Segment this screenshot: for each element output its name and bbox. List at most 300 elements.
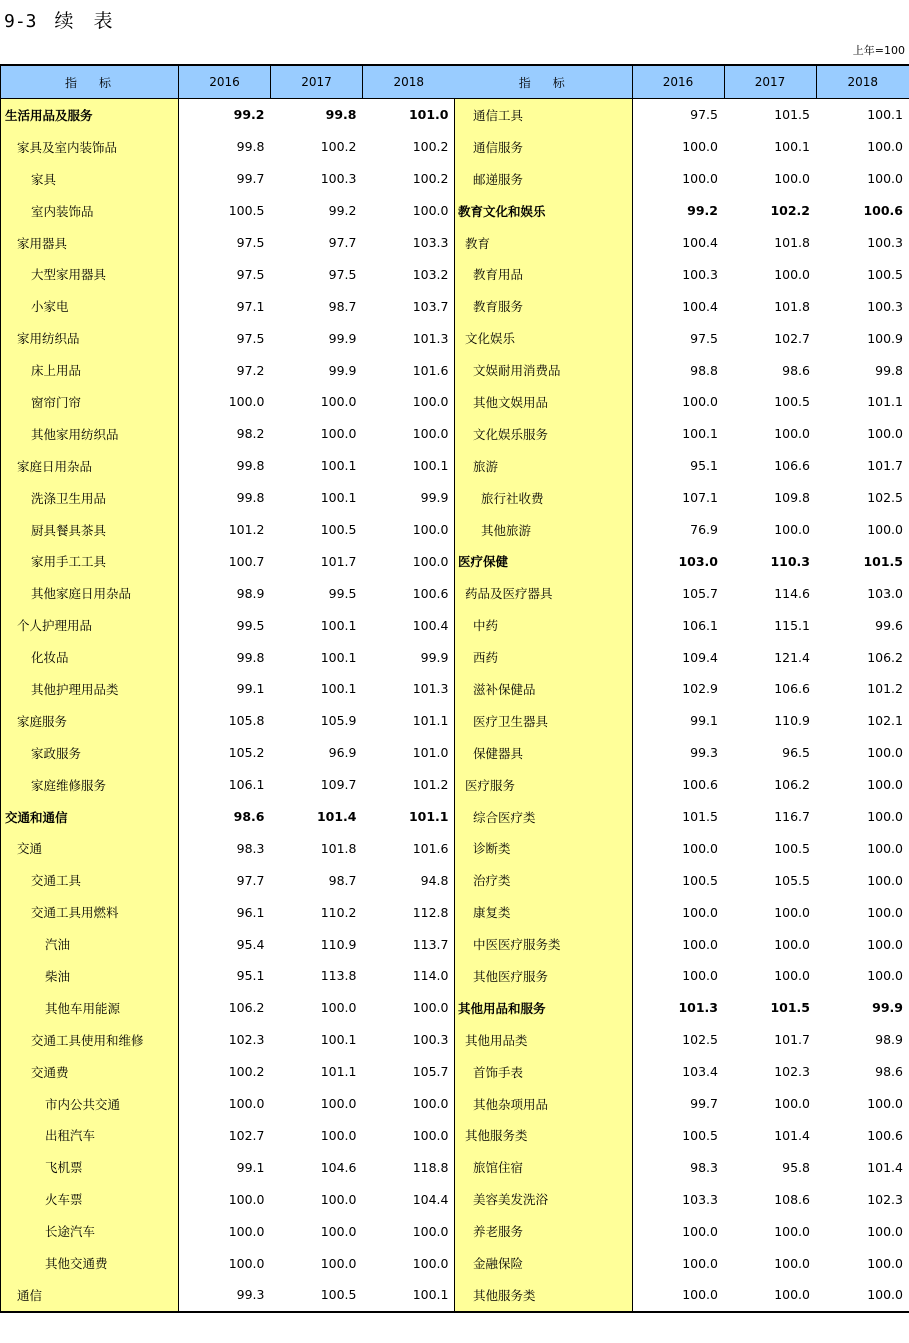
- table-row: [455, 864, 909, 896]
- value-cell-2017: 100.1: [320, 458, 357, 474]
- table-row: [1, 705, 455, 737]
- value-cell-2017: 100.5: [271, 1279, 363, 1312]
- value-cell-2017: 100.1: [320, 617, 357, 633]
- value-cell-2018: 99.9: [420, 649, 449, 665]
- table-row: [455, 673, 909, 705]
- value-cell-2016: 100.1: [682, 426, 718, 442]
- value-cell-2017: 101.7: [320, 553, 357, 569]
- value-cell-2016: 99.7: [690, 1096, 718, 1112]
- value-cell-2017: 100.1: [320, 1032, 357, 1048]
- indicator-cell: 旅行社收费: [455, 482, 632, 514]
- value-cell-2016: 109.4: [682, 649, 718, 665]
- table-row: [1, 290, 455, 322]
- value-cell-2018: 100.6: [863, 203, 903, 219]
- value-cell-2016: 98.9: [236, 585, 265, 601]
- value-cell-2017: 99.5: [328, 585, 357, 601]
- indicator-cell: 通信服务: [455, 131, 632, 163]
- indicator-cell: 中医医疗服务类: [455, 928, 632, 960]
- value-cell-2017: 100.0: [774, 171, 810, 187]
- value-cell-2018: 101.2: [412, 777, 449, 793]
- table-row: [455, 290, 909, 322]
- table-row: [1, 514, 455, 546]
- value-cell-2017: 114.6: [774, 585, 810, 601]
- indicator-cell: 药品及医疗器具: [455, 577, 632, 609]
- table-row: [1, 450, 455, 482]
- value-cell-2017: 100.0: [320, 1127, 357, 1143]
- value-cell-2018: 100.0: [412, 1255, 449, 1271]
- value-cell-2018: 100.0: [412, 1000, 449, 1016]
- table-row: [1, 482, 455, 514]
- indicator-cell: 柴油: [1, 960, 179, 992]
- table-row: [1, 992, 455, 1024]
- value-cell-2016: 100.0: [682, 936, 718, 952]
- value-cell-2016: 99.8: [236, 490, 265, 506]
- value-cell-2016: 97.5: [690, 330, 718, 346]
- value-cell-2017: 100.1: [774, 139, 810, 155]
- value-cell-2017: 99.9: [328, 362, 357, 378]
- indicator-cell: 厨具餐具茶具: [1, 514, 179, 546]
- value-cell-2018: 101.6: [412, 362, 449, 378]
- indicator-cell: 家庭维修服务: [1, 769, 179, 801]
- table-row: [455, 1088, 909, 1120]
- value-cell-2017: 105.5: [774, 872, 810, 888]
- value-cell-2017: 101.4: [316, 809, 357, 825]
- indicator-cell: 教育用品: [455, 258, 632, 290]
- value-cell-2016: 97.1: [236, 298, 265, 314]
- indicator-cell: 个人护理用品: [1, 609, 179, 641]
- table-row: [1, 258, 455, 290]
- value-cell-2017: 100.0: [320, 1223, 357, 1239]
- value-cell-2016: 98.3: [690, 1159, 718, 1175]
- value-cell-2016: 95.4: [236, 936, 265, 952]
- table-row: [1, 418, 455, 450]
- indicator-cell: 家具及室内装饰品: [1, 131, 179, 163]
- table-row: [455, 1247, 909, 1279]
- indicator-cell: 汽油: [1, 928, 179, 960]
- value-cell-2017: 116.7: [774, 809, 810, 825]
- indicator-cell: 文化娱乐: [455, 322, 632, 354]
- table-row: [455, 99, 909, 131]
- table-row: [455, 1183, 909, 1215]
- indicator-cell: 室内装饰品: [1, 195, 179, 227]
- value-cell-2017: 100.0: [774, 968, 810, 984]
- value-cell-2018: 112.8: [412, 904, 449, 920]
- value-cell-2016: 100.0: [228, 1096, 265, 1112]
- value-cell-2018: 100.0: [867, 171, 903, 187]
- value-cell-2017: 100.0: [774, 1096, 810, 1112]
- value-cell-2016: 102.3: [228, 1032, 265, 1048]
- indicator-cell: 其他家用纺织品: [1, 418, 179, 450]
- value-cell-2018: 100.9: [867, 330, 903, 346]
- table-row: [1, 1215, 455, 1247]
- indicator-cell: 家庭服务: [1, 705, 179, 737]
- indicator-cell: 家政服务: [1, 737, 179, 769]
- value-cell-2016: 102.5: [682, 1032, 718, 1048]
- value-cell-2018: 100.0: [867, 745, 903, 761]
- value-cell-2016: 101.3: [678, 1000, 718, 1016]
- value-cell-2017: 101.8: [774, 235, 810, 250]
- value-cell-2017: 96.9: [328, 745, 357, 761]
- value-cell-2017: 100.0: [320, 1000, 357, 1016]
- value-cell-2016: 100.0: [228, 1223, 265, 1239]
- value-cell-2016: 99.5: [236, 617, 265, 633]
- value-cell-2018: 100.0: [412, 522, 449, 538]
- indicator-cell: 医疗服务: [455, 769, 632, 801]
- value-cell-2017: 97.5: [328, 266, 357, 282]
- value-cell-2018: 103.3: [412, 235, 449, 250]
- value-cell-2018: 100.0: [412, 1096, 449, 1112]
- value-cell-2018: 94.8: [420, 872, 449, 888]
- table-row: [1, 1279, 455, 1312]
- value-cell-2016: 99.1: [236, 681, 265, 697]
- table-row: [1, 354, 455, 386]
- indicator-cell: 化妆品: [1, 641, 179, 673]
- value-cell-2017: 106.6: [774, 681, 810, 697]
- value-cell-2016: 95.1: [690, 458, 718, 474]
- value-cell-2016: 96.1: [236, 904, 265, 920]
- value-cell-2018: 100.0: [867, 522, 903, 538]
- value-cell-2018: 102.3: [867, 1191, 903, 1207]
- left-panel: [0, 64, 456, 1313]
- value-cell-2016: 99.2: [233, 107, 265, 123]
- table-row: [455, 163, 909, 195]
- value-cell-2017: 98.7: [328, 872, 357, 888]
- value-cell-2018: 100.3: [412, 1032, 449, 1048]
- value-cell-2017: 100.0: [774, 1223, 810, 1239]
- value-cell-2018: 101.3: [412, 330, 449, 346]
- value-cell-2018: 100.0: [412, 1223, 449, 1239]
- value-cell-2018: 103.7: [412, 298, 449, 314]
- value-cell-2016: 100.5: [228, 203, 265, 219]
- table-row: [1, 864, 455, 896]
- value-cell-2016: 106.1: [228, 777, 265, 793]
- table-row: [1, 801, 455, 833]
- table-row: [455, 992, 909, 1024]
- value-cell-2018: 113.7: [412, 936, 449, 952]
- value-cell-2017: 102.2: [770, 203, 810, 219]
- value-cell-2018: 100.0: [867, 904, 903, 920]
- value-cell-2017: 106.6: [774, 458, 810, 474]
- indicator-cell: 交通工具使用和维修: [1, 1024, 179, 1056]
- value-cell-2017: 98.6: [782, 362, 810, 378]
- indicator-cell: 生活用品及服务: [1, 99, 179, 131]
- indicator-cell: 其他车用能源: [1, 992, 179, 1024]
- table-row: [1, 1183, 455, 1215]
- value-cell-2017: 99.9: [328, 330, 357, 346]
- value-cell-2017: 100.0: [774, 1255, 810, 1271]
- indicator-cell: 交通: [1, 832, 179, 864]
- indicator-cell: 西药: [455, 641, 632, 673]
- table-row: [455, 737, 909, 769]
- indicator-cell: 其他护理用品类: [1, 673, 179, 705]
- value-cell-2018: 100.0: [412, 426, 449, 442]
- table-row: [455, 1056, 909, 1088]
- value-cell-2017: 101.8: [320, 840, 357, 856]
- table-row: [1, 960, 455, 992]
- value-cell-2018: 100.3: [867, 298, 903, 314]
- indicator-cell: 家用手工工具: [1, 545, 179, 577]
- value-cell-2017: 108.6: [774, 1191, 810, 1207]
- value-cell-2018: 99.6: [875, 617, 903, 633]
- indicator-cell: 其他医疗服务: [455, 960, 632, 992]
- value-cell-2018: 100.4: [412, 617, 449, 633]
- table-row: [455, 1024, 909, 1056]
- value-cell-2017: 101.8: [774, 298, 810, 314]
- value-cell-2016: 103.4: [682, 1064, 718, 1080]
- indicator-cell: 家用纺织品: [1, 322, 179, 354]
- value-cell-2017: 100.3: [320, 171, 357, 187]
- table-row: [1, 1056, 455, 1088]
- value-cell-2017: 100.0: [774, 522, 810, 538]
- indicator-cell: 其他杂项用品: [455, 1088, 632, 1120]
- value-cell-2016: 100.0: [682, 968, 718, 984]
- table-row: [455, 482, 909, 514]
- value-cell-2016: 99.3: [179, 1279, 271, 1312]
- right-panel: [455, 64, 909, 1313]
- table-row: [1, 131, 455, 163]
- value-cell-2018: 100.0: [867, 777, 903, 793]
- indicator-cell: 其他用品类: [455, 1024, 632, 1056]
- indicator-cell: 教育: [455, 227, 632, 259]
- table-row: [455, 705, 909, 737]
- value-cell-2017: 100.0: [320, 1255, 357, 1271]
- value-cell-2018: 99.9: [420, 490, 449, 506]
- table-row: [1, 769, 455, 801]
- value-cell-2018: 100.0: [867, 1255, 903, 1271]
- value-cell-2018: 101.1: [408, 809, 449, 825]
- indicator-cell: 美容美发洗浴: [455, 1183, 632, 1215]
- indicator-cell: 家庭日用杂品: [1, 450, 179, 482]
- value-cell-2018: 98.9: [875, 1032, 903, 1048]
- value-cell-2016: 103.3: [682, 1191, 718, 1207]
- left-header-2018: 2018: [363, 65, 455, 99]
- value-cell-2017: 100.2: [320, 139, 357, 155]
- indicator-cell: 交通工具用燃料: [1, 896, 179, 928]
- value-cell-2018: 106.2: [867, 649, 903, 665]
- table-row: [455, 928, 909, 960]
- table-row: [1, 1024, 455, 1056]
- table-row: [455, 354, 909, 386]
- table-row: [455, 258, 909, 290]
- value-cell-2016: 98.3: [236, 840, 265, 856]
- indicator-cell: 旅游: [455, 450, 632, 482]
- indicator-cell: 其他服务类: [455, 1120, 632, 1152]
- value-cell-2018: 100.0: [867, 809, 903, 825]
- value-cell-2018: 100.0: [412, 394, 449, 410]
- table-row: [455, 1151, 909, 1183]
- table-title-text: 续表: [54, 10, 133, 32]
- value-cell-2018: 100.2: [412, 171, 449, 187]
- value-cell-2018: 102.5: [867, 490, 903, 506]
- value-cell-2018: 103.0: [867, 585, 903, 601]
- right-table: [455, 64, 909, 1313]
- indicator-cell: 交通费: [1, 1056, 179, 1088]
- value-cell-2018: 100.0: [412, 203, 449, 219]
- value-cell-2016: 100.0: [228, 1255, 265, 1271]
- value-cell-2017: 100.0: [774, 936, 810, 952]
- value-cell-2018: 100.1: [363, 1279, 455, 1312]
- indicator-cell: 洗涤卫生用品: [1, 482, 179, 514]
- value-cell-2017: 100.5: [320, 522, 357, 538]
- value-cell-2017: 115.1: [774, 617, 810, 633]
- indicator-cell: 养老服务: [455, 1215, 632, 1247]
- value-cell-2017: 100.0: [320, 394, 357, 410]
- table-row: [1, 832, 455, 864]
- value-cell-2016: 100.0: [682, 904, 718, 920]
- value-cell-2016: 100.5: [682, 1127, 718, 1143]
- left-header-row: [1, 65, 455, 99]
- value-cell-2017: 101.1: [320, 1064, 357, 1080]
- value-cell-2016: 97.5: [690, 107, 718, 123]
- value-cell-2018: 103.2: [412, 266, 449, 282]
- value-cell-2016: 100.0: [632, 1279, 724, 1312]
- value-cell-2018: 101.2: [867, 681, 903, 697]
- table-row: [455, 641, 909, 673]
- indicator-cell: 长途汽车: [1, 1215, 179, 1247]
- table-row: [455, 131, 909, 163]
- value-cell-2018: 102.1: [867, 713, 903, 729]
- value-cell-2016: 100.0: [682, 1223, 718, 1239]
- value-cell-2016: 101.2: [228, 522, 265, 538]
- table-row: [455, 896, 909, 928]
- indicator-cell: 文化娱乐服务: [455, 418, 632, 450]
- value-cell-2018: 100.5: [867, 266, 903, 282]
- value-cell-2016: 99.8: [236, 458, 265, 474]
- left-header-2016: 2016: [179, 65, 271, 99]
- indicator-cell: 市内公共交通: [1, 1088, 179, 1120]
- value-cell-2017: 100.0: [774, 904, 810, 920]
- indicator-cell: 中药: [455, 609, 632, 641]
- table-row: [1, 386, 455, 418]
- value-cell-2018: 114.0: [412, 968, 449, 984]
- value-cell-2016: 100.3: [682, 266, 718, 282]
- value-cell-2017: 106.2: [774, 777, 810, 793]
- value-cell-2017: 104.6: [320, 1159, 357, 1175]
- value-cell-2018: 118.8: [412, 1159, 449, 1175]
- indicator-cell: 康复类: [455, 896, 632, 928]
- value-cell-2017: 110.9: [320, 936, 357, 952]
- value-cell-2016: 97.2: [236, 362, 265, 378]
- indicator-cell: 其他用品和服务: [455, 992, 632, 1024]
- value-cell-2018: 100.0: [867, 1223, 903, 1239]
- value-cell-2016: 106.2: [228, 1000, 265, 1016]
- value-cell-2016: 99.8: [236, 649, 265, 665]
- value-cell-2018: 100.0: [412, 553, 449, 569]
- indicator-cell: 文娱耐用消费品: [455, 354, 632, 386]
- table-row: [1, 163, 455, 195]
- value-cell-2018: 100.0: [867, 139, 903, 155]
- table-row: [455, 801, 909, 833]
- value-cell-2017: 102.3: [774, 1064, 810, 1080]
- value-cell-2016: 99.3: [690, 745, 718, 761]
- right-header-2016: 2016: [632, 65, 724, 99]
- value-cell-2018: 100.0: [867, 872, 903, 888]
- value-cell-2016: 98.6: [233, 809, 265, 825]
- value-cell-2016: 102.7: [228, 1127, 265, 1143]
- value-cell-2017: 105.9: [320, 713, 357, 729]
- table-row: [455, 450, 909, 482]
- value-cell-2016: 76.9: [690, 522, 718, 538]
- value-cell-2018: 104.4: [412, 1191, 449, 1207]
- right-table-body: [455, 99, 909, 1312]
- table-row: [455, 545, 909, 577]
- value-cell-2016: 100.0: [682, 139, 718, 155]
- indicator-cell: 床上用品: [1, 354, 179, 386]
- value-cell-2016: 99.1: [690, 713, 718, 729]
- indicator-cell: 其他家庭日用杂品: [1, 577, 179, 609]
- value-cell-2018: 100.2: [412, 139, 449, 155]
- value-cell-2018: 101.0: [408, 107, 449, 123]
- table-row: [1, 322, 455, 354]
- indicator-cell: 教育文化和娱乐: [455, 195, 632, 227]
- table-row: [1, 1151, 455, 1183]
- value-cell-2016: 102.9: [682, 681, 718, 697]
- indicator-cell: 小家电: [1, 290, 179, 322]
- value-cell-2018: 100.1: [867, 107, 903, 123]
- value-cell-2017: 109.7: [320, 777, 357, 793]
- value-cell-2017: 110.9: [774, 713, 810, 729]
- indicator-cell: 其他交通费: [1, 1247, 179, 1279]
- value-cell-2018: 100.0: [816, 1279, 909, 1312]
- value-cell-2016: 99.7: [236, 171, 265, 187]
- left-table-body: [1, 99, 455, 1312]
- value-cell-2017: 100.0: [320, 426, 357, 442]
- value-cell-2017: 97.7: [328, 235, 357, 250]
- value-cell-2016: 98.8: [690, 362, 718, 378]
- table-row: [1, 195, 455, 227]
- table-row: [455, 1120, 909, 1152]
- left-header-indicator: 指标: [1, 65, 179, 99]
- table-row: [455, 769, 909, 801]
- value-cell-2018: 101.4: [867, 1159, 903, 1175]
- indicator-cell: 保健器具: [455, 737, 632, 769]
- indicator-cell: 其他文娱用品: [455, 386, 632, 418]
- value-cell-2017: 109.8: [774, 490, 810, 506]
- value-cell-2016: 100.0: [228, 394, 265, 410]
- table-row: [455, 577, 909, 609]
- value-cell-2018: 100.6: [867, 1127, 903, 1143]
- indicator-cell: 首饰手表: [455, 1056, 632, 1088]
- indicator-cell: 家用器具: [1, 227, 179, 259]
- unit-note: 上年=100: [852, 44, 905, 57]
- right-header-row: [455, 65, 909, 99]
- indicator-cell: 飞机票: [1, 1151, 179, 1183]
- value-cell-2016: 100.0: [682, 1255, 718, 1271]
- right-header-indicator: 指标: [455, 65, 632, 99]
- value-cell-2016: 100.0: [682, 394, 718, 410]
- indicator-cell: 金融保险: [455, 1247, 632, 1279]
- value-cell-2017: 101.4: [774, 1127, 810, 1143]
- value-cell-2018: 100.0: [867, 936, 903, 952]
- value-cell-2016: 105.2: [228, 745, 265, 761]
- value-cell-2016: 107.1: [682, 490, 718, 506]
- value-cell-2017: 110.2: [320, 904, 357, 920]
- value-cell-2016: 100.6: [682, 777, 718, 793]
- value-cell-2016: 100.0: [682, 840, 718, 856]
- table-row: [455, 832, 909, 864]
- table-row: [455, 1279, 909, 1312]
- value-cell-2017: 98.7: [328, 298, 357, 314]
- value-cell-2017: 100.0: [774, 426, 810, 442]
- indicator-cell: 其他服务类: [455, 1279, 632, 1312]
- value-cell-2017: 100.0: [774, 266, 810, 282]
- value-cell-2018: 105.7: [412, 1064, 449, 1080]
- value-cell-2018: 100.6: [412, 585, 449, 601]
- table-title: [4, 6, 133, 33]
- indicator-cell: 其他旅游: [455, 514, 632, 546]
- value-cell-2017: 100.1: [320, 649, 357, 665]
- value-cell-2017: 100.1: [320, 490, 357, 506]
